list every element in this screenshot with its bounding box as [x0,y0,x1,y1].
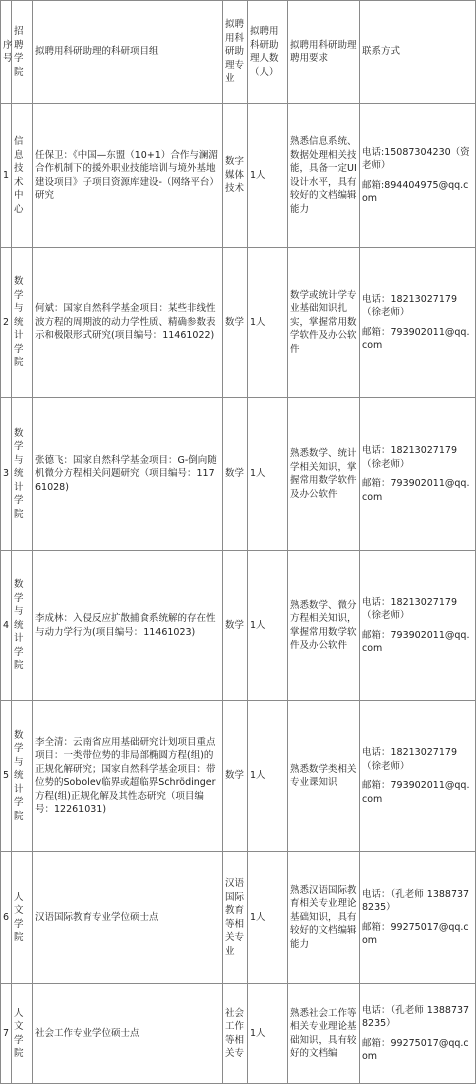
table-row [1,551,476,701]
cell-college: 数学与统计学院 [12,701,33,852]
table-row [1,248,476,398]
cell-college: 数学与统计学院 [12,551,33,701]
cell-college: 数学与统计学院 [12,398,33,551]
cell-requirement: 熟悉数学、微分方程相关知识，掌握常用数学软件及办公软件 [288,551,360,701]
contact-phone: 电话：18213027179（徐老师） [362,596,457,621]
cell-major: 汉语国际教育等相关专业 [223,852,248,984]
cell-contact [360,701,476,852]
cell-contact [360,104,476,248]
cell-major: 数学 [223,551,248,701]
table-row [1,852,476,984]
cell-contact [360,398,476,551]
contact-email: 邮箱：793902011@qq.com [362,780,470,805]
cell-requirement: 熟悉信息系统、数据处理相关技能，具备一定UI设计水平，具有较好的文档编辑能力 [288,104,360,248]
cell-no: 1 [1,104,12,248]
contact-phone: 电话：18213027179（徐老师） [362,293,457,318]
header-count: 拟聘用科研助理人数（人） [248,1,288,104]
cell-count: 1人 [248,701,288,852]
cell-requirement: 熟悉数学、统计学相关知识，掌握常用数学软件及办公软件 [288,398,360,551]
cell-contact [360,551,476,701]
table-row [1,701,476,852]
cell-contact [360,248,476,398]
cell-project: 社会工作专业学位硕士点 [33,984,223,1084]
contact-phone: 电话：18213027179（徐老师） [362,747,457,772]
contact-email: 邮箱：793902011@qq.com [362,629,470,654]
cell-college: 人文学院 [12,852,33,984]
contact-email: 邮箱：99275017@qq.com [362,1037,469,1062]
cell-project: 何斌：国家自然科学基金项目：某些非线性波方程的周期波的动力学性质、精确参数表示和极限形式研究(项目编号：11461022) [33,248,223,398]
cell-no: 5 [1,701,12,852]
cell-no: 2 [1,248,12,398]
cell-major: 数学 [223,701,248,852]
cell-no: 3 [1,398,12,551]
cell-college: 数学与统计学院 [12,248,33,398]
cell-count: 1人 [248,248,288,398]
cell-college: 信息技术中心 [12,104,33,248]
cell-no: 6 [1,852,12,984]
contact-phone: 电话：（孔老师 13887378235） [362,1004,470,1029]
contact-email: 邮箱：793902011@qq.com [362,326,470,351]
cell-project: 汉语国际教育专业学位硕士点 [33,852,223,984]
header-contact: 联系方式 [360,1,476,104]
cell-count: 1人 [248,398,288,551]
cell-count: 1人 [248,551,288,701]
cell-contact [360,984,476,1084]
table-header-row [1,1,476,104]
cell-count: 1人 [248,852,288,984]
cell-major: 社会工作等相关专 [223,984,248,1084]
cell-project: 张德飞：国家自然科学基金项目：G-倒向随机微分方程相关问题研究（项目编号：11761028) [33,398,223,551]
contact-phone: 电话：18213027179（徐老师） [362,445,457,470]
cell-major: 数学 [223,248,248,398]
cell-contact [360,852,476,984]
cell-count: 1人 [248,104,288,248]
header-no: 序号 [1,1,12,104]
cell-no: 4 [1,551,12,701]
table-row [1,104,476,248]
header-major: 拟聘用科研助理专业 [223,1,248,104]
cell-major: 数字媒体技术 [223,104,248,248]
header-college: 招聘学院 [12,1,33,104]
cell-count: 1人 [248,984,288,1084]
cell-major: 数学 [223,398,248,551]
contact-email: 邮箱：793902011@qq.com [362,478,470,503]
cell-project: 李全清：云南省应用基础研究计划项目重点项目：一类带位势的非局部椭圆方程(组)的正规化解研究；国家自然科学基金项目：带位势的Sobolev临界或超临界Schrödinger方程(组)正规化解及其性态研究（项目编号：12261031) [33,701,223,852]
cell-requirement: 熟悉社会工作等相关专业理论基础知识，具有较好的文档编 [288,984,360,1084]
cell-project: 任保卫：《中国—东盟（10+1）合作与澜湄合作机制下的援外职业技能培训与境外基地建设项目》子项目资源库建设-（网络平台）研究 [33,104,223,248]
contact-email: 邮箱:894404975@qq.com [362,179,469,204]
cell-project: 李成林：入侵反应扩散捕食系统解的存在性与动力学行为(项目编号：11461023) [33,551,223,701]
cell-requirement: 数学或统计学专业基础知识扎实，掌握常用数学软件及办公软件 [288,248,360,398]
cell-college: 人文学院 [12,984,33,1084]
cell-requirement: 熟悉数学类相关专业课知识 [288,701,360,852]
header-requirement: 拟聘用科研助理聘用要求 [288,1,360,104]
cell-requirement: 熟悉汉语国际教育相关专业理论基础知识，具有较好的文档编辑能力 [288,852,360,984]
table-row [1,984,476,1084]
header-project: 拟聘用科研助理的科研项目组 [33,1,223,104]
contact-email: 邮箱：99275017@qq.com [362,921,469,946]
cell-no: 7 [1,984,12,1084]
contact-phone: 电话：（孔老师 13887378235） [362,888,470,913]
table-row [1,398,476,551]
contact-phone: 电话:15087304230（资老师） [362,146,470,171]
